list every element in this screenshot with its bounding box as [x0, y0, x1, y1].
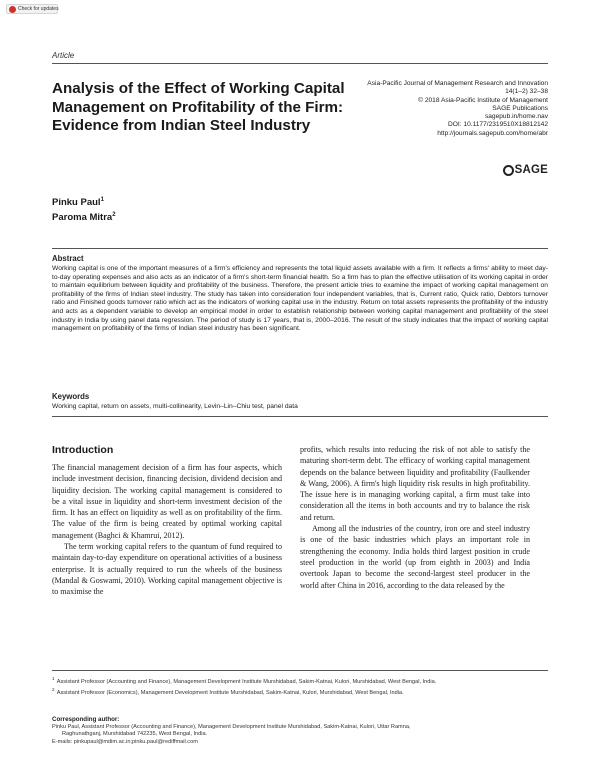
sage-logo — [503, 164, 548, 176]
introduction-heading: Introduction — [52, 444, 114, 456]
paragraph: profits, which results into reducing the risk of not able to satisfy the maturing short-term debt. The efficacy of working capital management depends on the balance between liquidity and profitability (Faulkender & Wang, 2006). A firm's high liquidity risk results in high profitability. The issue here is in managing working capital, a firm must take into consideration all the items in both accounts and try to balance the risk and return. — [300, 445, 530, 522]
check-updates-icon — [9, 6, 16, 13]
check-for-updates-badge[interactable] — [6, 4, 58, 14]
footnotes — [52, 675, 548, 698]
author-1: Pinku Paul$^1$ — [52, 197, 104, 209]
page-title: Analysis of the Effect of Working Capital Management on Profitability of the Firm: Evidence from Indian Steel Industry — [52, 80, 345, 134]
corresponding-email[interactable]: E-mails: pinkupaul@mdim.ac.in;pinku.paul@rediffmail.com — [52, 738, 198, 745]
article-type: Article — [52, 51, 75, 60]
journal-reprints: sagepub.in/home.nav — [484, 113, 548, 121]
paragraph: The term working capital refers to the quantum of fund required to maintain day-to-day expenditure on operational activities of a business enterprise. It is actually required to run the wheels of the business (Mandal & Goswami, 2010). Working capital management objective is to maximise the — [52, 542, 282, 597]
corresponding-author-details — [52, 724, 548, 746]
keywords-divider — [52, 416, 548, 417]
journal-name: Asia-Pacific Journal of Management Research and Innovation — [367, 80, 548, 87]
sage-logo-text: SAGE — [514, 164, 548, 176]
footnote: $^1$ Assistant Professor (Accounting and Finance), Management Development Institute Murshidabad, Sakim-Katnai, Kulori, Murshidabad, West Bengal, India. — [52, 676, 437, 685]
corresponding-line: Pinku Paul, Assistant Professor (Accounting and Finance), Management Development Institute Murshidabad, Sakim-Katnai, Kulori, Uttar Ramna, — [52, 724, 411, 730]
top-divider — [52, 63, 548, 64]
footnote-divider — [52, 670, 548, 671]
sage-logo-icon — [503, 165, 514, 176]
journal-doi: DOI: 10.1177/2319510X18812142 — [448, 121, 548, 129]
footnote: $^2$ Assistant Professor (Economics), Management Development Institute Murshidabad, Sakim-Katnai, Kulori, Murshidabad, West Bengal, India. — [52, 687, 404, 697]
journal-meta — [348, 80, 548, 138]
body-column-right — [300, 444, 530, 591]
abstract-heading: Abstract — [52, 254, 84, 263]
journal-copyright: © 2018 Asia-Pacific Institute of Management — [418, 96, 548, 104]
corresponding-line: Raghunathganj, Murshidabad 742235, West Bengal, India. — [62, 731, 208, 738]
corresponding-author-heading: Corresponding author: — [52, 716, 120, 723]
body-column-left — [52, 462, 282, 598]
author-list — [52, 194, 116, 224]
keywords-heading: Keywords — [52, 392, 90, 401]
paragraph: Among all the industries of the country, iron ore and steel industry is one of the basic industries which plays an important role in strengthening the economy. India holds third largest position in crude steel production in the world (up from eighth in 2003) and India overtook Japan to become the second-largest steel producer in the world after China in 2016, according to the data released by the — [300, 524, 530, 590]
journal-publisher: SAGE Publications — [492, 104, 548, 112]
author-2: Paroma Mitra$^2$ — [52, 212, 116, 224]
journal-url: http://journals.sagepub.com/home/abr — [437, 129, 548, 137]
journal-issue: 14(1–2) 32–38 — [505, 88, 548, 96]
paragraph: The financial management decision of a firm has four aspects, which include investment decision, financing decision, dividend decision and liquidity decision. The working capital management is considered to be a vital issue in liquidity and short-term investment decision of the firm. It has an effect on liquidity as well as on profitability of the firm. The value of the firm is being created by optimal working capital management (Baghci & Khamrui, 2012). — [52, 463, 282, 540]
abstract-divider — [52, 248, 548, 249]
keywords-text: Working capital, return on assets, multi-collinearity, Levin–Lin–Chiu test, panel data — [52, 403, 298, 410]
check-updates-label: Check for updates — [18, 6, 59, 12]
abstract-text: Working capital is one of the important measures of a firm's efficiency and represents the total liquid assets available with a firm. It reflects a firms' ability to meet day-to-day operating expenses and also acts as an indicator of a firm's short-term financial health. So a firm has to plan the effective utilisation of its working capital in order to maintain equilibrium between liquidity and profitability of the business. Therefore, the present article tries to examine the impact of working capital management on profitability of the firms of Indian steel industry. The study has taken into consideration four independent variables, that is, Current ratio, Quick ratio, Debtors turnover ratio and Finished goods turnover ratio which act as the indicators of working capital use in the industry. Return on total assets represents the profitability of the industry and acts as a dependent variable to develop an empirical model in order to establish relationship between working capital management and profitability of the steel industry in India by using panel data regression. The period of study is 17 years, that is, 2000–2016. The result of the study indicates that the impact of working capital management on profitability of the firms of Indian steel industry has been significant. — [52, 265, 548, 333]
